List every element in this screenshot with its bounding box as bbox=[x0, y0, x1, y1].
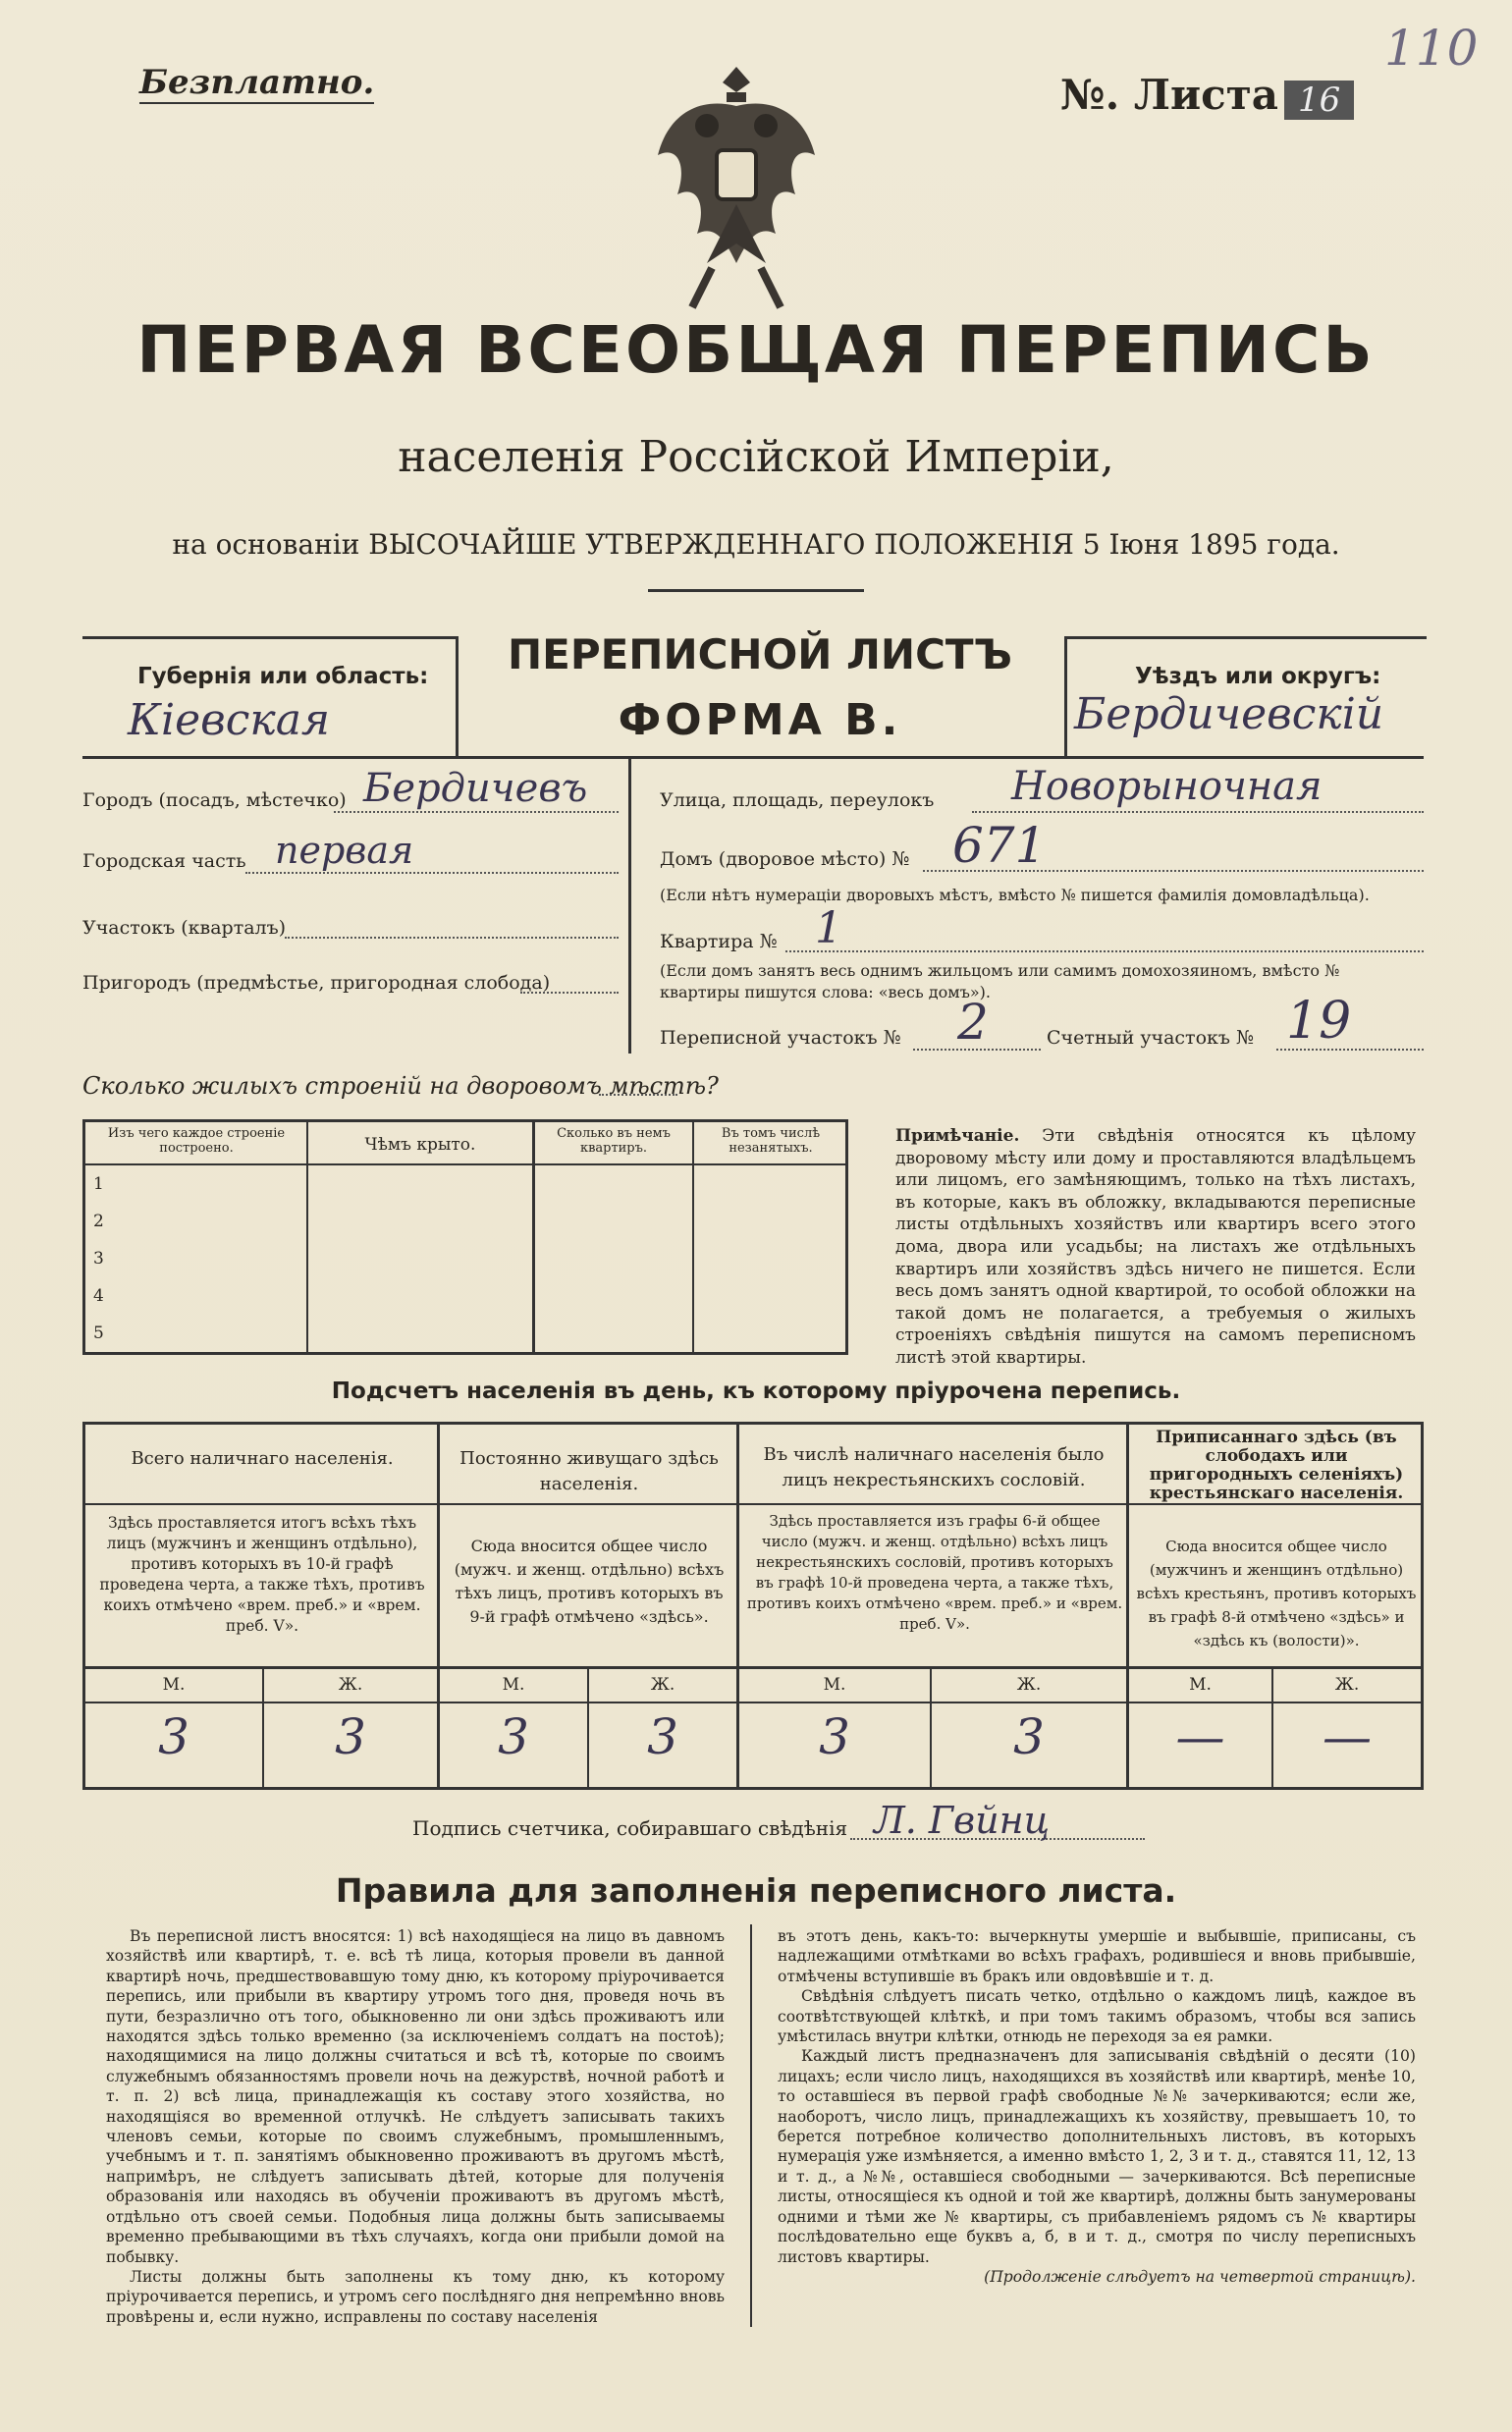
rules-left-paragraph-1: Въ переписной листъ вносятся: 1) всѣ находящіеся на лицо въ давномъ хозяйствѣ или квартирѣ, т. е. всѣ тѣ лица, которыя провели въ данной квартирѣ ночь, предшествовавшую тому дню, къ которому пріурочивается перепись, или прибыли въ квартиру утромъ того дня, проведя ночь въ пути, безразлично отъ того, обыкновенно ли они здѣсь проживаютъ или находятся здѣсь только временно (за исключеніемъ солдатъ на постоѣ); находящимися на лицо должны считаться и всѣ тѣ, которые по своимъ служебнымъ обязанностямъ провели ночь на дежурствѣ, ночной работѣ и т. п. 2) всѣ лица, принадлежащія къ составу этого хозяйства, но находящіяся во временной отлучкѣ. Не слѣдуетъ записывать такихъ членовъ семьи, которые по своимъ служебнымъ, промышленнымъ, учебнымъ и т. п. занятіямъ обыкновенно проживаютъ въ другомъ мѣстѣ, напримѣръ, не слѣдуетъ записывать дѣтей, которые для полученія образованія или находясь въ обученіи проживаютъ въ другомъ мѣстѣ, отдѣльно отъ своей семьи. Подобныя лица должны быть записываемы временно пребывающими въ тѣхъ случаяхъ, когда они прибыли домой на побывку. bbox=[106, 1927, 725, 2266]
rules-left-paragraph-2: Листы должны быть заполнены къ тому дню, къ которому пріурочивается перепись, и утромъ сего послѣдняго дня непремѣнно вновь провѣрены и, если нужно, исправлены по составу населенія bbox=[106, 2267, 725, 2326]
city-part-value: первая bbox=[275, 829, 414, 872]
count-col1-head: Всего наличнаго населенія. bbox=[131, 1448, 394, 1469]
buildings-row-1: 1 bbox=[93, 1174, 104, 1194]
city-label: Городъ (посадъ, мѣстечко) bbox=[82, 789, 347, 811]
buildings-note-text: Эти свѣдѣнія относятся къ цѣлому дворовому мѣсту или дому и проставляются владѣльцемъ или лицомъ, его замѣняющимъ, только на тѣхъ листахъ, въ которые, какъ въ обложку, вкладываются переписные листы отдѣльныхъ хозяйствъ или квартиръ всего этого дома, двора или усадьбы; на листахъ же отдѣльныхъ квартиръ или хозяйствъ здѣсь ничего не пишется. Если весь домъ занятъ одной квартирой, то особой обложки на такой домъ не полагается, а требуемыя о жилыхъ строеніяхъ свѣдѣнія пишутся на самомъ переписномъ листѣ этой квартиры. bbox=[895, 1126, 1416, 1368]
buildings-note-title: Примѣчаніе. bbox=[895, 1126, 1020, 1146]
address-divider bbox=[628, 759, 631, 1054]
count-col4-f-value: — bbox=[1323, 1708, 1372, 1765]
count-col4-m-label: М. bbox=[1189, 1675, 1212, 1695]
buildings-row-3: 3 bbox=[93, 1249, 104, 1269]
free-label: Безплатно. bbox=[139, 63, 375, 102]
count-area-label: Счетный участокъ № bbox=[1047, 1027, 1254, 1049]
uezd-value: Бердичевскій bbox=[1074, 689, 1384, 739]
count-col3-f-value: 3 bbox=[1013, 1708, 1045, 1765]
buildings-question: Сколько жилыхъ строеній на дворовомъ мѣстѣ? bbox=[82, 1072, 719, 1100]
buildings-row-4: 4 bbox=[93, 1286, 104, 1306]
count-col3-m-label: М. bbox=[823, 1675, 846, 1695]
rules-right-paragraph-3: Каждый листъ предназначенъ для записыванія свѣдѣній о десяти (10) лицахъ; если число лицъ, находящихся въ хозяйствѣ или квартирѣ, менѣе 10, то оставшіеся въ первой графѣ свободные №№ зачеркиваются; если же, наоборотъ, число лицъ, принадлежащихъ къ хозяйству, превышаетъ 10, то берется потребное количество дополнительныхъ листовъ, въ которыхъ нумерація уже измѣняется, а именно вмѣсто 1, 2, 3 и т. д., ставятся 11, 12, 13 и т. д., а №№, оставшіеся свободными — зачеркиваются. Всѣ переписные листы, относящіеся къ одной и той же квартирѣ, должны быть занумерованы одними и тѣми же № квартиры, съ прибавленіемъ рядомъ съ № квартиры послѣдовательно еще буквъ а, б, в и т. д., смотря по числу переписныхъ листовъ квартиры. bbox=[778, 2047, 1416, 2266]
apartment-note: (Если домъ занятъ весь однимъ жильцомъ или самимъ домохозяиномъ, вмѣсто № квартиры пишутся слова: «весь домъ»). bbox=[660, 961, 1340, 1001]
buildings-answer-line bbox=[599, 1094, 677, 1096]
gubernia-label: Губернія или область: bbox=[137, 664, 429, 689]
house-value: 671 bbox=[952, 817, 1047, 874]
count-col4-desc: Сюда вносится общее число (мужчинъ и женщинъ отдѣльно) всѣхъ крестьянъ, противъ которыхъ въ графѣ 8-й отмѣчено «здѣсь» и «здѣсь къ (волости)». bbox=[1136, 1538, 1417, 1649]
census-main-title: ПЕРВАЯ ВСЕОБЩАЯ ПЕРЕПИСЬ bbox=[136, 312, 1376, 388]
count-col2-desc: Сюда вносится общее число (мужч. и женщ. отдѣльно) всѣхъ тѣхъ лицъ, противъ которыхъ въ 9-й графѣ отмѣчено «здѣсь». bbox=[454, 1537, 725, 1626]
count-col2-f-value: 3 bbox=[647, 1708, 678, 1765]
count-col2-f-label: Ж. bbox=[650, 1675, 675, 1695]
buildings-col-vacant: Въ томъ числѣ незанятыхъ. bbox=[721, 1126, 821, 1156]
census-area-value: 2 bbox=[957, 994, 989, 1051]
population-count-title: Подсчетъ населенія въ день, къ которому пріурочена перепись. bbox=[331, 1378, 1181, 1404]
address-top-rule bbox=[82, 756, 1424, 759]
count-col1-m-value: 3 bbox=[158, 1708, 189, 1765]
census-subtitle: населенія Россійской Имперіи, bbox=[398, 432, 1114, 482]
sheet-number-label: №. Листа bbox=[1060, 71, 1278, 119]
count-col2-m-label: М. bbox=[502, 1675, 525, 1695]
suburb-label: Пригородъ (предмѣстье, пригородная слобода) bbox=[82, 972, 551, 994]
form-name: ФОРМА В. bbox=[618, 695, 902, 745]
city-part-label: Городская часть bbox=[82, 850, 246, 872]
rules-column-divider bbox=[750, 1924, 752, 2327]
count-col1-f-label: Ж. bbox=[338, 1675, 363, 1695]
population-count-table bbox=[82, 1422, 1424, 1790]
count-col1-desc: Здѣсь проставляется итогъ всѣхъ тѣхъ лицъ (мужчинъ и женщинъ отдѣльно), противъ которыхъ въ 10-й графѣ проведена черта, а также тѣхъ, противъ коихъ отмѣчено «врем. преб.» и «врем. преб. V». bbox=[99, 1514, 425, 1635]
apartment-value: 1 bbox=[815, 903, 842, 953]
buildings-row-2: 2 bbox=[93, 1212, 104, 1231]
city-line bbox=[334, 811, 619, 813]
suburb-line bbox=[520, 992, 619, 994]
rules-title: Правила для заполненія переписного листа. bbox=[335, 1871, 1177, 1910]
form-title: ПЕРЕПИСНОЙ ЛИСТЪ bbox=[507, 630, 1013, 678]
apartment-label: Квартира № bbox=[660, 931, 778, 952]
count-col1-m-label: М. bbox=[162, 1675, 186, 1695]
count-col4-head: Приписаннаго здѣсь (въ слободахъ или пригородныхъ селеніяхъ) крестьянскаго населенія. bbox=[1149, 1428, 1404, 1503]
census-area-label: Переписной участокъ № bbox=[660, 1027, 901, 1049]
rules-continued-note: (Продолженіе слѣдуетъ на четвертой страницѣ). bbox=[984, 2267, 1416, 2286]
apartment-line bbox=[785, 950, 1424, 952]
street-label: Улица, площадь, переулокъ bbox=[660, 789, 935, 811]
district-line bbox=[285, 937, 619, 939]
buildings-col-apartments: Сколько въ немъ квартиръ. bbox=[557, 1126, 671, 1156]
city-value: Бердичевъ bbox=[363, 766, 588, 811]
count-col3-f-label: Ж. bbox=[1016, 1675, 1042, 1695]
title-divider bbox=[648, 589, 864, 592]
house-note: (Если нѣтъ нумераціи дворовыхъ мѣстъ, вмѣсто № пишется фамилія домовладѣльца). bbox=[660, 886, 1370, 904]
street-line bbox=[972, 811, 1424, 813]
rules-right-paragraph-2: Свѣдѣнія слѣдуетъ писать четко, отдѣльно о каждомъ лицѣ, каждое въ соотвѣтствующей клѣткѣ, и при томъ такимъ образомъ, чтобы вся запись умѣстилась внутри клѣтки, отнюдь не переходя за ея рамки. bbox=[778, 1987, 1416, 2046]
sheet-number-value: 16 bbox=[1284, 81, 1354, 120]
rules-left-column bbox=[106, 1926, 725, 2327]
count-area-value: 19 bbox=[1286, 992, 1352, 1051]
buildings-col-roof: Чѣмъ крыто. bbox=[364, 1135, 476, 1155]
double-headed-eagle-icon bbox=[638, 57, 835, 332]
count-col3-m-value: 3 bbox=[819, 1708, 850, 1765]
buildings-table bbox=[82, 1119, 848, 1355]
enumerator-signature: Л. Гвйнц bbox=[874, 1799, 1051, 1842]
census-basis-line: на основаніи ВЫСОЧАЙШЕ УТВЕРЖДЕННАГО ПОЛОЖЕНІЯ 5 Іюня 1895 года. bbox=[172, 528, 1340, 561]
signature-label: Подпись счетчика, собиравшаго свѣдѣнія bbox=[412, 1816, 848, 1840]
district-label: Участокъ (кварталъ) bbox=[82, 917, 287, 939]
house-label: Домъ (дворовое мѣсто) № bbox=[660, 848, 910, 870]
count-col2-head: Постоянно живущаго здѣсь населенія. bbox=[459, 1448, 719, 1494]
gubernia-value: Кіевская bbox=[128, 695, 331, 745]
buildings-note bbox=[895, 1125, 1416, 1370]
buildings-col-material: Изъ чего каждое строеніе построено. bbox=[107, 1126, 286, 1156]
corner-note: 110 bbox=[1384, 20, 1479, 77]
rules-right-paragraph-1: въ этотъ день, какъ-то: вычеркнуты умершіе и выбывшіе, приписаны, съ надлежащими отмѣтками во всѣхъ графахъ, родившіеся и вновь прибывшіе, отмѣчены вступившіе въ бракъ или овдовѣвшіе и т. д. bbox=[778, 1927, 1416, 1985]
city-part-line bbox=[245, 872, 619, 874]
count-col2-m-value: 3 bbox=[498, 1708, 529, 1765]
count-col3-desc: Здѣсь проставляется изъ графы 6-й общее число (мужч. и женщ. отдѣльно) всѣхъ лицъ некрестьянскихъ сословій, противъ которыхъ въ графѣ 10-й проведена черта, а также тѣхъ, противъ коихъ отмѣчено «врем. преб.» и «врем. преб. V». bbox=[746, 1512, 1123, 1633]
count-col3-head: Въ числѣ наличнаго населенія было лицъ некрестьянскихъ сословій. bbox=[763, 1444, 1105, 1490]
rules-right-column bbox=[778, 1926, 1416, 2287]
count-col4-m-value: — bbox=[1175, 1708, 1225, 1765]
count-col1-f-value: 3 bbox=[335, 1708, 366, 1765]
count-col4-f-label: Ж. bbox=[1334, 1675, 1360, 1695]
buildings-row-5: 5 bbox=[93, 1324, 104, 1343]
street-value: Новорыночная bbox=[1011, 764, 1323, 809]
uezd-label: Уѣздъ или округъ: bbox=[1135, 664, 1381, 689]
